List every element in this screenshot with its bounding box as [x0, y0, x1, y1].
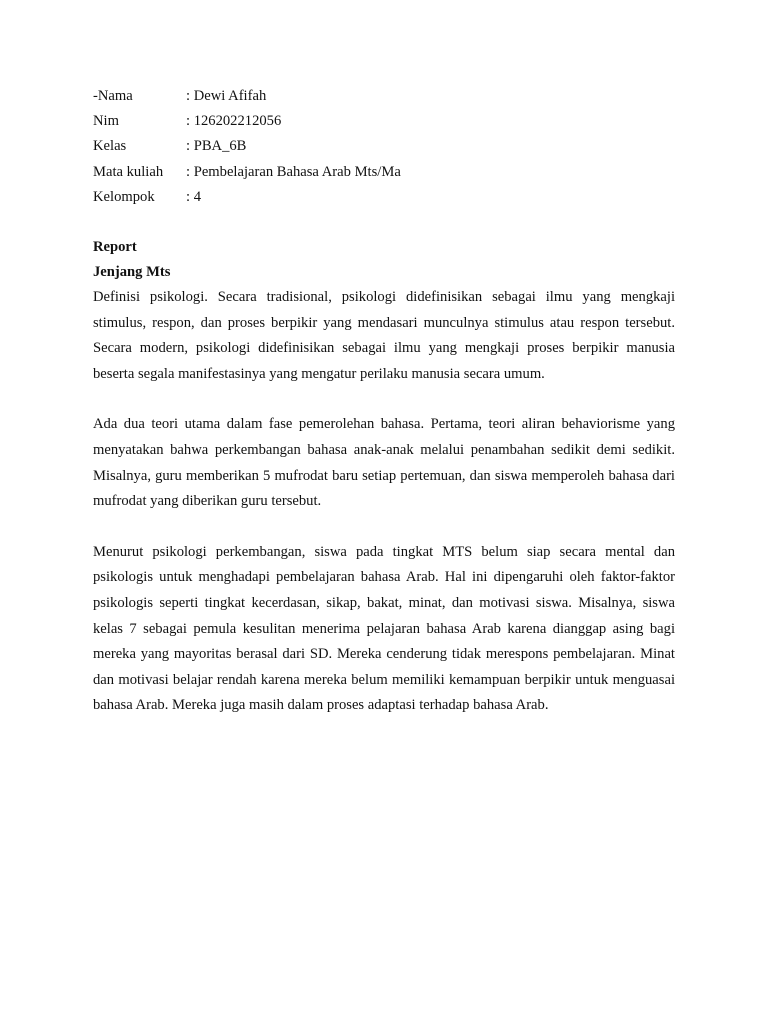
info-row-mata-kuliah	[93, 160, 401, 185]
spacer	[93, 515, 675, 540]
document-page	[93, 84, 675, 719]
student-info-table	[93, 84, 401, 210]
info-value: : 126202212056	[186, 113, 282, 130]
info-label: Nim	[93, 113, 119, 130]
info-label: -Nama	[93, 88, 133, 104]
paragraph-theory: Ada dua teori utama dalam fase pemerolehan bahasa. Pertama, teori aliran behaviorisme yang menyatakan bahwa perkembangan bahasa anak-anak melalui penambahan sedikit demi sedikit. Misalnya, guru memberikan 5 mufrodat baru setiap pertemuan, dan siswa memperoleh bahasa dari mufrodat yang diberikan guru tersebut.	[93, 416, 675, 510]
level-heading: Jenjang Mts	[93, 264, 171, 281]
paragraph-definition: Definisi psikologi. Secara tradisional, psikologi didefinisikan sebagai ilmu yang mengkaji stimulus, respon, dan proses berpikir yang mendasari munculnya stimulus atau respon tersebut. Secara modern, psikologi didefinisikan sebagai ilmu yang mengkaji proses berpikir manusia beserta segala manifestasinya yang mengatur perilaku manusia secara umum.	[93, 289, 675, 382]
info-value: : PBA_6B	[186, 138, 247, 155]
info-label: Kelas	[93, 138, 127, 155]
info-row-kelas	[93, 134, 401, 159]
info-value: : Pembelajaran Bahasa Arab Mts/Ma	[186, 163, 401, 180]
info-row-nim	[93, 109, 401, 134]
info-row-nama	[93, 84, 401, 109]
info-label: Kelompok	[93, 188, 155, 205]
info-value: : 4	[186, 188, 201, 205]
info-label: Mata kuliah	[93, 163, 164, 180]
info-row-kelompok	[93, 185, 401, 210]
spacer	[93, 387, 675, 412]
spacer	[93, 210, 675, 235]
info-value: : Dewi Afifah	[186, 88, 267, 104]
report-heading: Report	[93, 239, 137, 256]
paragraph-development: Menurut psikologi perkembangan, siswa pada tingkat MTS belum siap secara mental dan psikologis untuk menghadapi pembelajaran bahasa Arab. Hal ini dipengaruhi oleh faktor-faktor psikologis seperti tingkat kecerdasan, sikap, bakat, minat, dan motivasi siswa. Misalnya, siswa kelas 7 sebagai pemula kesulitan menerima pelajaran bahasa Arab karena dianggap asing bagi mereka yang mayoritas berasal dari SD. Mereka cenderung tidak merespons pembelajaran. Minat dan motivasi belajar rendah karena mereka belum memiliki kemampuan berpikir untuk menguasai bahasa Arab. Mereka juga masih dalam proses adaptasi terhadap bahasa Arab.	[93, 543, 675, 714]
